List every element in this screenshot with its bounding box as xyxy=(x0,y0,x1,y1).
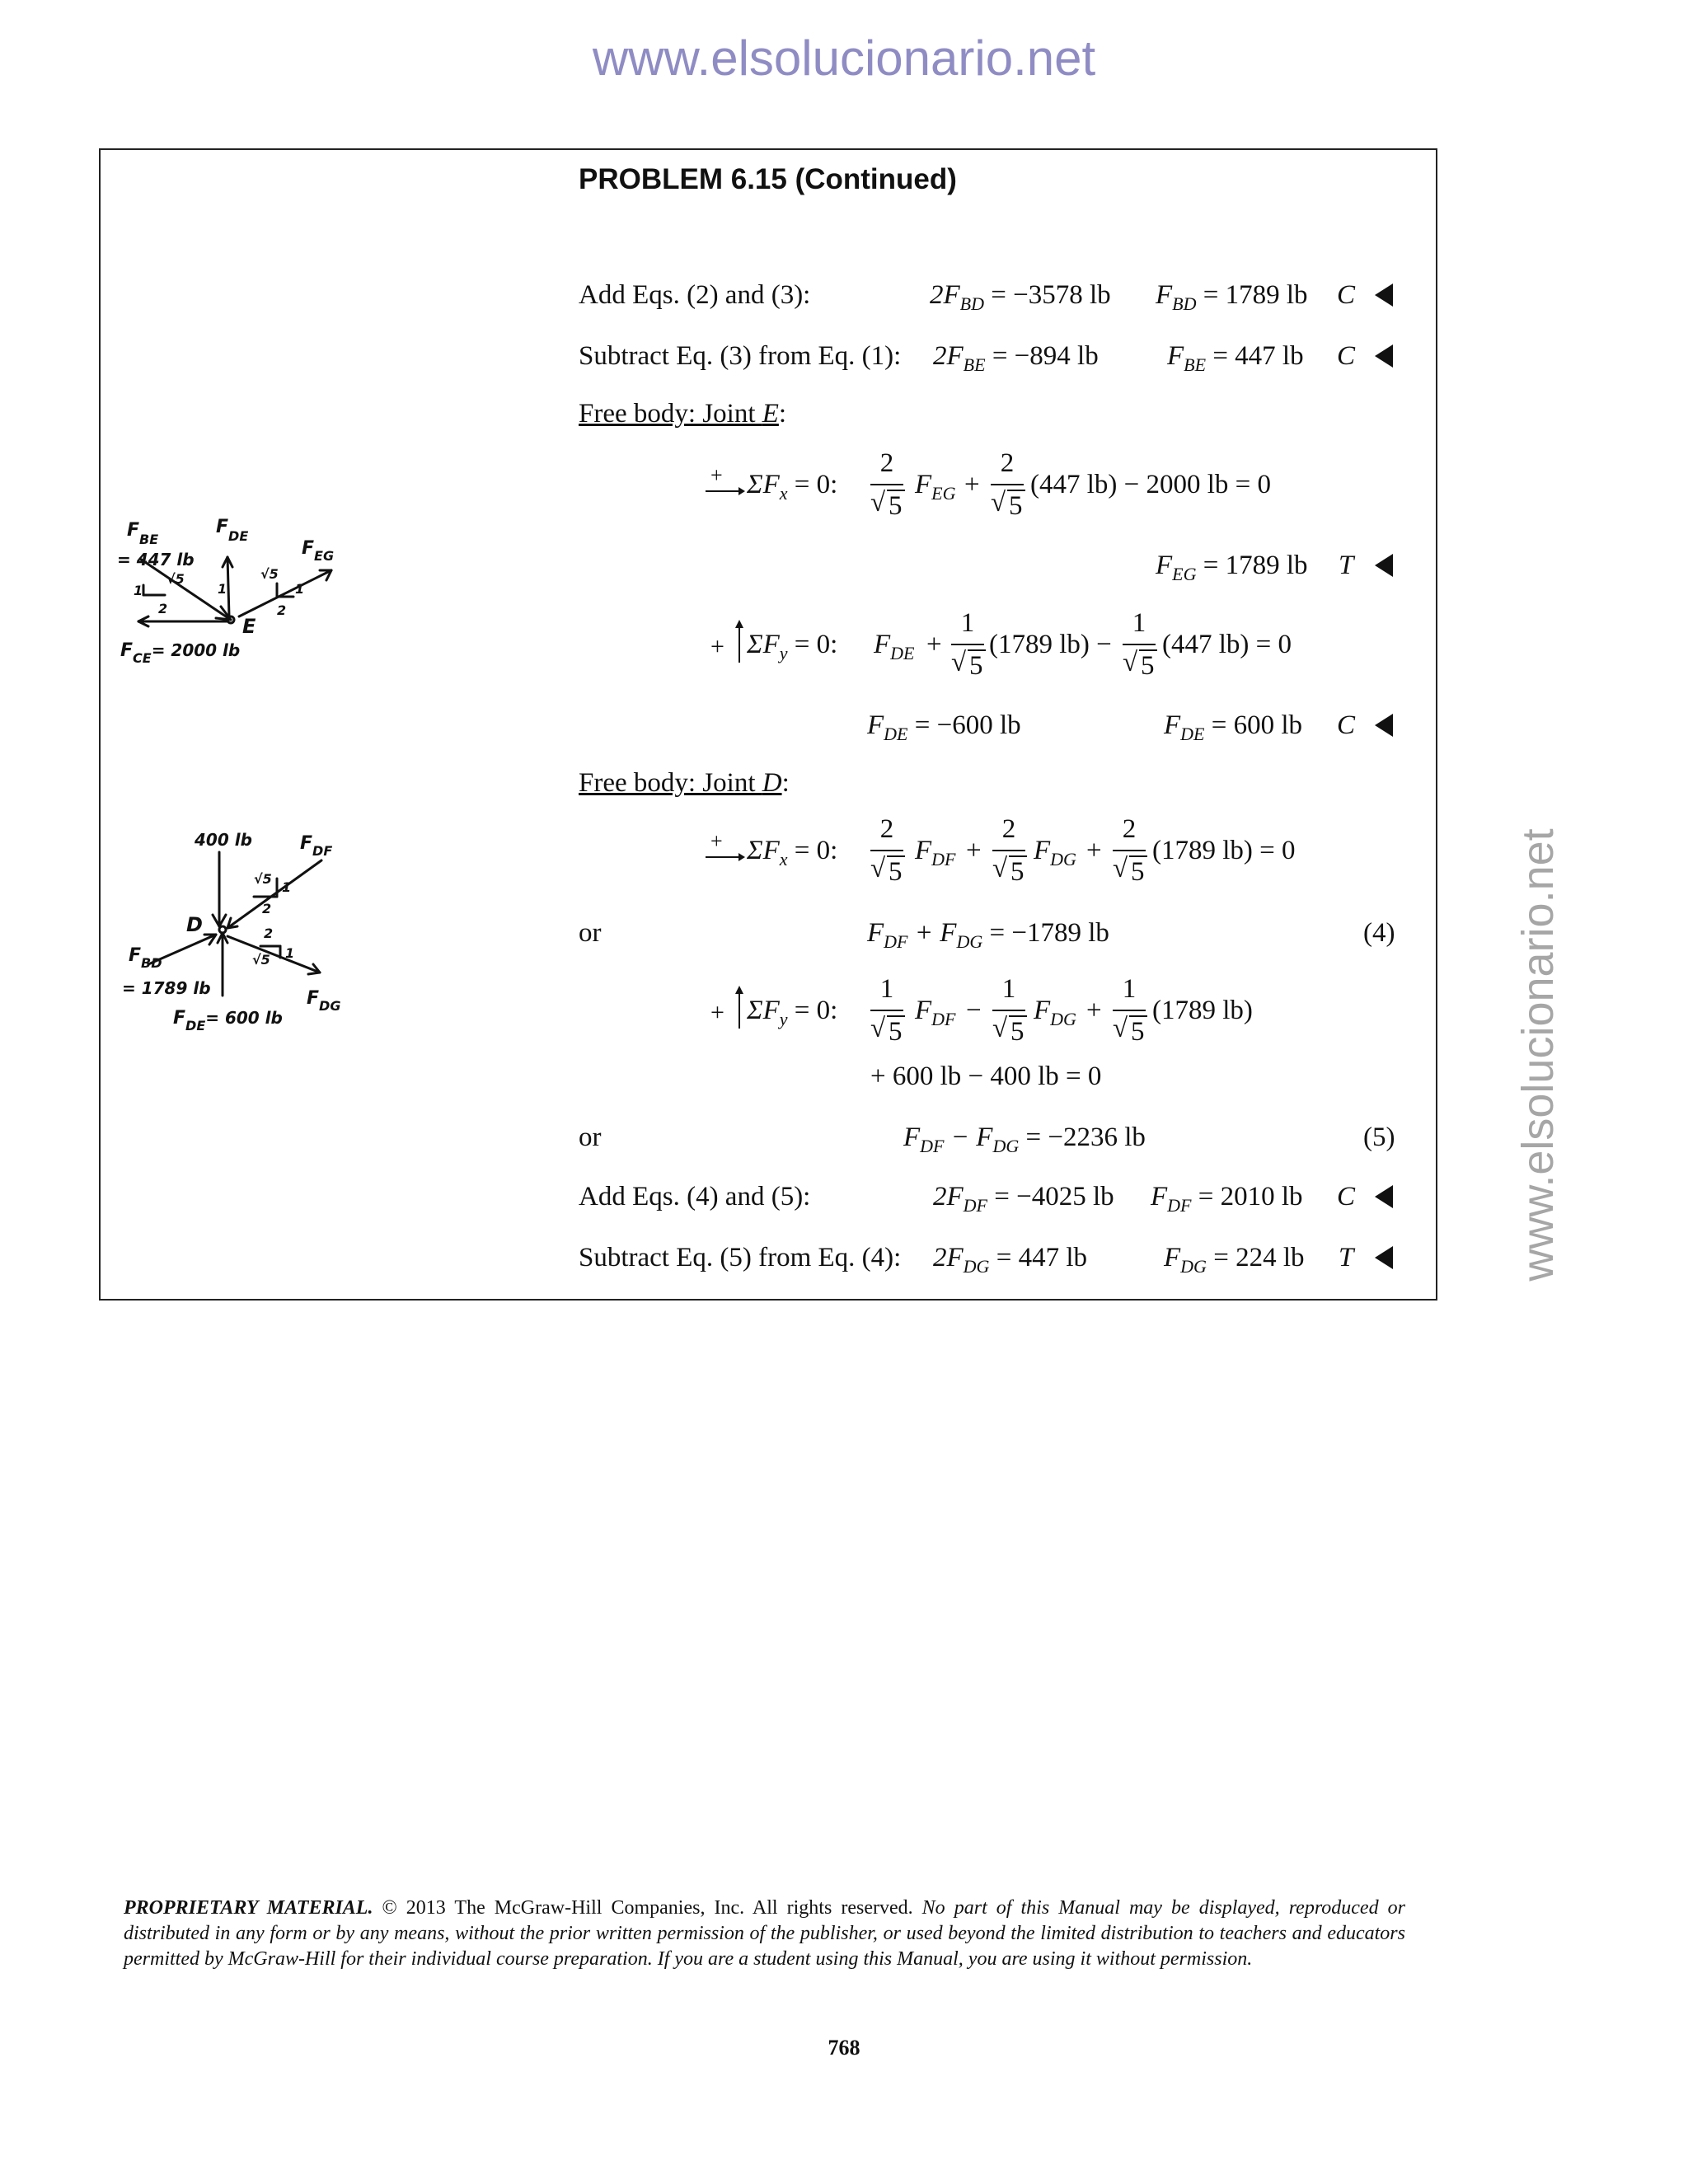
fdg-type: T xyxy=(1339,1243,1354,1272)
feg-result: $F_{EG} = 1789$ lb xyxy=(1156,551,1308,584)
feg-type: T xyxy=(1339,551,1354,580)
one-label: 1 xyxy=(134,583,143,598)
sqrt5-label: √5 xyxy=(260,566,279,582)
answer-marker-icon xyxy=(1375,554,1393,577)
two-label: 2 xyxy=(264,926,274,941)
add-eq23-label: Add Eqs. (2) and (3): xyxy=(579,280,811,310)
fdy-second-line: + 600 lb − 400 lb = 0 xyxy=(870,1062,1102,1091)
fbe-type: C xyxy=(1337,341,1356,371)
plus-sign: + xyxy=(966,836,982,865)
fey-remainder: (447 lb) = 0 xyxy=(1162,630,1292,659)
fdf-result: $F_{DF} = 2010$ lb xyxy=(1151,1182,1303,1216)
sum-fy-label: $\Sigma F_y = 0$: xyxy=(747,630,838,663)
sub-eq31-equation: $2F_{BE} = -894$ lb xyxy=(933,341,1099,375)
free-body-diagram-joint-d xyxy=(115,824,363,1038)
one-label: 1 xyxy=(282,879,292,895)
proprietary-notice: PROPRIETARY MATERIAL. © 2013 The McGraw-Hill Companies, Inc. All rights reserved. No part of this Manual may be displayed, reproduced or distributed in any form or by any means, without the prior written permission of the publisher, or used beyond the limited distribution to teachers and educators permitted by McGraw-Hill for their individual course preparation. If you are a student using this Manual, you are using it without permission. xyxy=(124,1897,1405,1970)
one-label: 1 xyxy=(285,945,295,961)
fde-result: $F_{DE} = 600$ lb xyxy=(1164,710,1303,744)
answer-marker-icon xyxy=(1375,1185,1393,1208)
plus-sign: + xyxy=(1086,836,1102,865)
fbe-result: $F_{BE} = 447$ lb xyxy=(1167,341,1304,375)
one-label: 1 xyxy=(218,581,227,597)
free-body-e-heading: Free body: Joint E: xyxy=(579,399,787,429)
fdg-term: $F_{DG}$ xyxy=(1034,996,1076,1029)
joint-e-label: E xyxy=(242,615,256,638)
answer-marker-icon xyxy=(1375,344,1393,368)
plus-sign: + xyxy=(926,630,942,659)
watermark-top: www.elsolucionario.net xyxy=(592,30,1096,86)
fdg-result: $F_{DG} = 224$ lb xyxy=(1164,1243,1305,1277)
answer-marker-icon xyxy=(1375,284,1393,307)
fde-negative: $F_{DE} = -600$ lb xyxy=(867,710,1021,744)
fde-term: $F_{DE}$ xyxy=(874,630,915,663)
equation-5-number: (5) xyxy=(1363,1122,1395,1152)
minus-sign: − xyxy=(966,996,982,1025)
fdf-label: $F_{DF}$ xyxy=(300,833,333,859)
one-label: 1 xyxy=(295,581,305,597)
two-label: 2 xyxy=(277,602,287,618)
plus-sign: + xyxy=(1086,996,1102,1025)
fbd-result: $F_{BD} = 1789$ lb xyxy=(1156,280,1308,314)
fde-type: C xyxy=(1337,710,1356,740)
fbd-label: $F_{BD}$ xyxy=(129,945,162,971)
fbe-value: = 447 lb xyxy=(117,550,195,569)
fdf-term: $F_{DF}$ xyxy=(915,996,956,1029)
watermark-side: www.elsolucionario.net xyxy=(1513,828,1563,1282)
load-400-label: 400 lb xyxy=(195,830,252,850)
answer-marker-icon xyxy=(1375,714,1393,737)
equation-4: $F_{DF} + F_{DG} = -1789$ lb xyxy=(867,918,1109,952)
fex-remainder: (447 lb) − 2000 lb = 0 xyxy=(1030,470,1272,499)
sub-eq54-equation: $2F_{DG} = 447$ lb xyxy=(933,1243,1087,1277)
sqrt5-label: √5 xyxy=(166,571,185,587)
fde-label: $F_{DE}= 600$ lb xyxy=(173,1008,283,1033)
sub-eq31-label: Subtract Eq. (3) from Eq. (1): xyxy=(579,341,902,371)
fdf-type: C xyxy=(1337,1182,1356,1212)
fdg-label: $F_{DG}$ xyxy=(307,988,341,1014)
fdf-term: $F_{DF}$ xyxy=(915,836,956,869)
add-eq45-equation: $2F_{DF} = -4025$ lb xyxy=(933,1182,1114,1216)
two-label: 2 xyxy=(158,601,168,616)
sub-eq54-label: Subtract Eq. (5) from Eq. (4): xyxy=(579,1243,902,1272)
page-number: 768 xyxy=(828,2036,860,2060)
equation-5: $F_{DF} - F_{DG} = -2236$ lb xyxy=(903,1122,1146,1156)
sum-fx-label-d: $\Sigma F_x = 0$: xyxy=(747,836,838,869)
feg-term: $F_{EG}$ xyxy=(915,470,956,504)
free-body-d-heading: Free body: Joint D: xyxy=(579,768,790,798)
equation-4-number: (4) xyxy=(1363,918,1395,948)
free-body-diagram-joint-e xyxy=(115,511,363,676)
add-eq23-equation: $2F_{BD} = -3578$ lb xyxy=(930,280,1111,314)
answer-marker-icon xyxy=(1375,1246,1393,1269)
joint-d-label: D xyxy=(186,913,203,936)
problem-title: PROBLEM 6.15 (Continued) xyxy=(579,163,957,195)
fce-label: $F_{CE}= 2000$ lb xyxy=(120,640,241,666)
sqrt5-label: √5 xyxy=(252,952,270,968)
sum-fx-label: $\Sigma F_x = 0$: xyxy=(747,470,838,504)
sum-fy-label-d: $\Sigma F_y = 0$: xyxy=(747,996,838,1029)
fbd-type: C xyxy=(1337,280,1356,310)
add-eq45-label: Add Eqs. (4) and (5): xyxy=(579,1182,811,1212)
fbe-label: $F_{BE}$ xyxy=(127,520,159,547)
or-label: or xyxy=(579,1122,602,1152)
sqrt5-label: √5 xyxy=(254,871,272,887)
fde-label: $F_{DE}$ xyxy=(216,517,249,544)
fbd-value: = 1789 lb xyxy=(122,978,211,998)
two-label: 2 xyxy=(262,901,272,916)
feg-label: $F_{EG}$ xyxy=(302,538,335,564)
plus-sign: + xyxy=(964,470,980,499)
or-label: or xyxy=(579,918,602,948)
fdy-remainder: (1789 lb) xyxy=(1152,996,1253,1025)
fey-middle: (1789 lb) − xyxy=(989,630,1112,659)
fdx-remainder: (1789 lb) = 0 xyxy=(1152,836,1296,865)
fdg-term: $F_{DG}$ xyxy=(1034,836,1076,869)
